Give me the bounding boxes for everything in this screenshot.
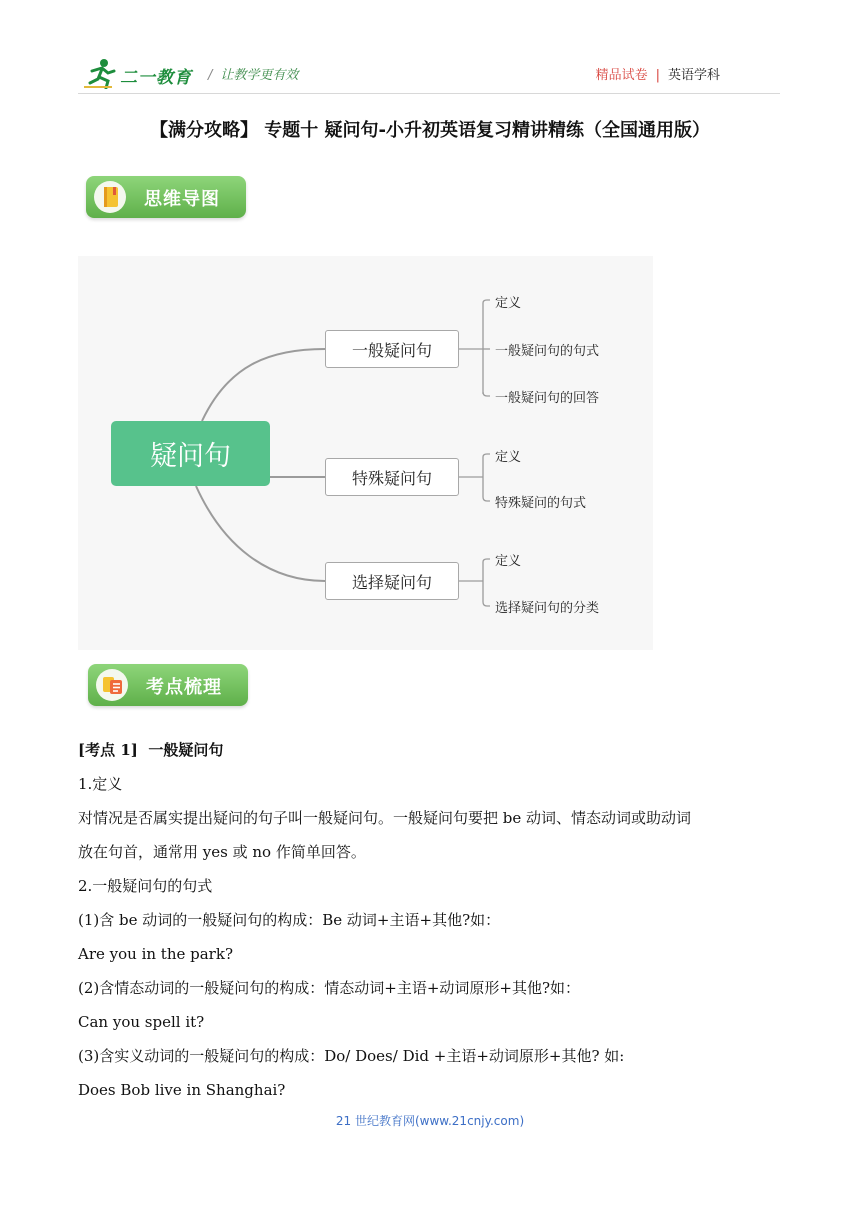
section-banner-keypoints (88, 664, 248, 706)
heading-text: 一般疑问句 (148, 741, 224, 759)
body-line: 对情况是否属实提出疑问的句子叫一般疑问句。一般疑问句要把 be 动词、情态动词或助动词 (78, 809, 692, 827)
mind-map-leaf: 定义 (495, 450, 522, 465)
notebook-icon (94, 181, 126, 213)
body-line: (2)含情态动词的一般疑问句的构成：情态动词+主语+动词原形+其他?如： (78, 979, 580, 997)
mind-map-leaf: 一般疑问句的句式 (495, 344, 600, 359)
mind-map-node-special: 特殊疑问句 (325, 458, 459, 496)
mind-map (78, 256, 653, 650)
page-footer[interactable]: 21 世纪教育网(www.21cnjy.com) (335, 1114, 525, 1128)
connector-branch-1 (202, 349, 325, 421)
example-line: Can you spell it? (78, 1013, 205, 1031)
document-body (78, 733, 788, 1107)
section-banner-mindmap (86, 176, 246, 218)
runner-logo-icon (82, 57, 122, 89)
connector-branch-3 (196, 486, 325, 581)
example-line: Are you in the park? (78, 945, 233, 963)
mind-map-root: 疑问句 (111, 421, 270, 486)
logo-text: 二一教育 (120, 68, 192, 88)
banner-label: 考点梳理 (146, 677, 222, 698)
slogan: / 让教学更有效 (208, 68, 299, 83)
example-line: Does Bob live in Shanghai? (78, 1081, 286, 1099)
header-subject: 英语学科 (667, 68, 720, 83)
document-title: 【满分攻略】 专题十 疑问句-小升初英语复习精讲精练（全国通用版） (149, 120, 710, 141)
header-label: 精品试卷 (595, 68, 648, 83)
header-separator: | (655, 68, 660, 83)
body-line: 2.一般疑问句的句式 (78, 877, 213, 895)
section-heading (78, 733, 788, 767)
header-right (596, 64, 720, 83)
mind-map-leaf: 定义 (495, 554, 522, 569)
mind-map-node-choice: 选择疑问句 (325, 562, 459, 600)
body-line: 放在句首，通常用 yes 或 no 作简单回答。 (78, 843, 366, 861)
heading-tag: [考点 1] (78, 741, 138, 759)
banner-label: 思维导图 (144, 189, 220, 210)
list-notes-icon (96, 669, 128, 701)
site-logo (82, 57, 194, 89)
body-line: (3)含实义动词的一般疑问句的构成：Do/ Does/ Did +主语+动词原形+其他? 如: (78, 1047, 625, 1065)
mind-map-leaf: 选择疑问句的分类 (495, 601, 600, 616)
mind-map-leaf: 一般疑问句的回答 (495, 391, 600, 406)
mind-map-leaf: 定义 (495, 296, 522, 311)
page-header (78, 55, 780, 95)
slogan-text: 让教学更有效 (220, 68, 299, 83)
mind-map-leaf: 特殊疑问的句式 (495, 496, 587, 511)
body-line: (1)含 be 动词的一般疑问句的构成：Be 动词+主语+其他?如： (78, 911, 501, 929)
header-divider (78, 93, 780, 94)
mind-map-node-general: 一般疑问句 (325, 330, 459, 368)
body-line: 1.定义 (78, 775, 123, 793)
